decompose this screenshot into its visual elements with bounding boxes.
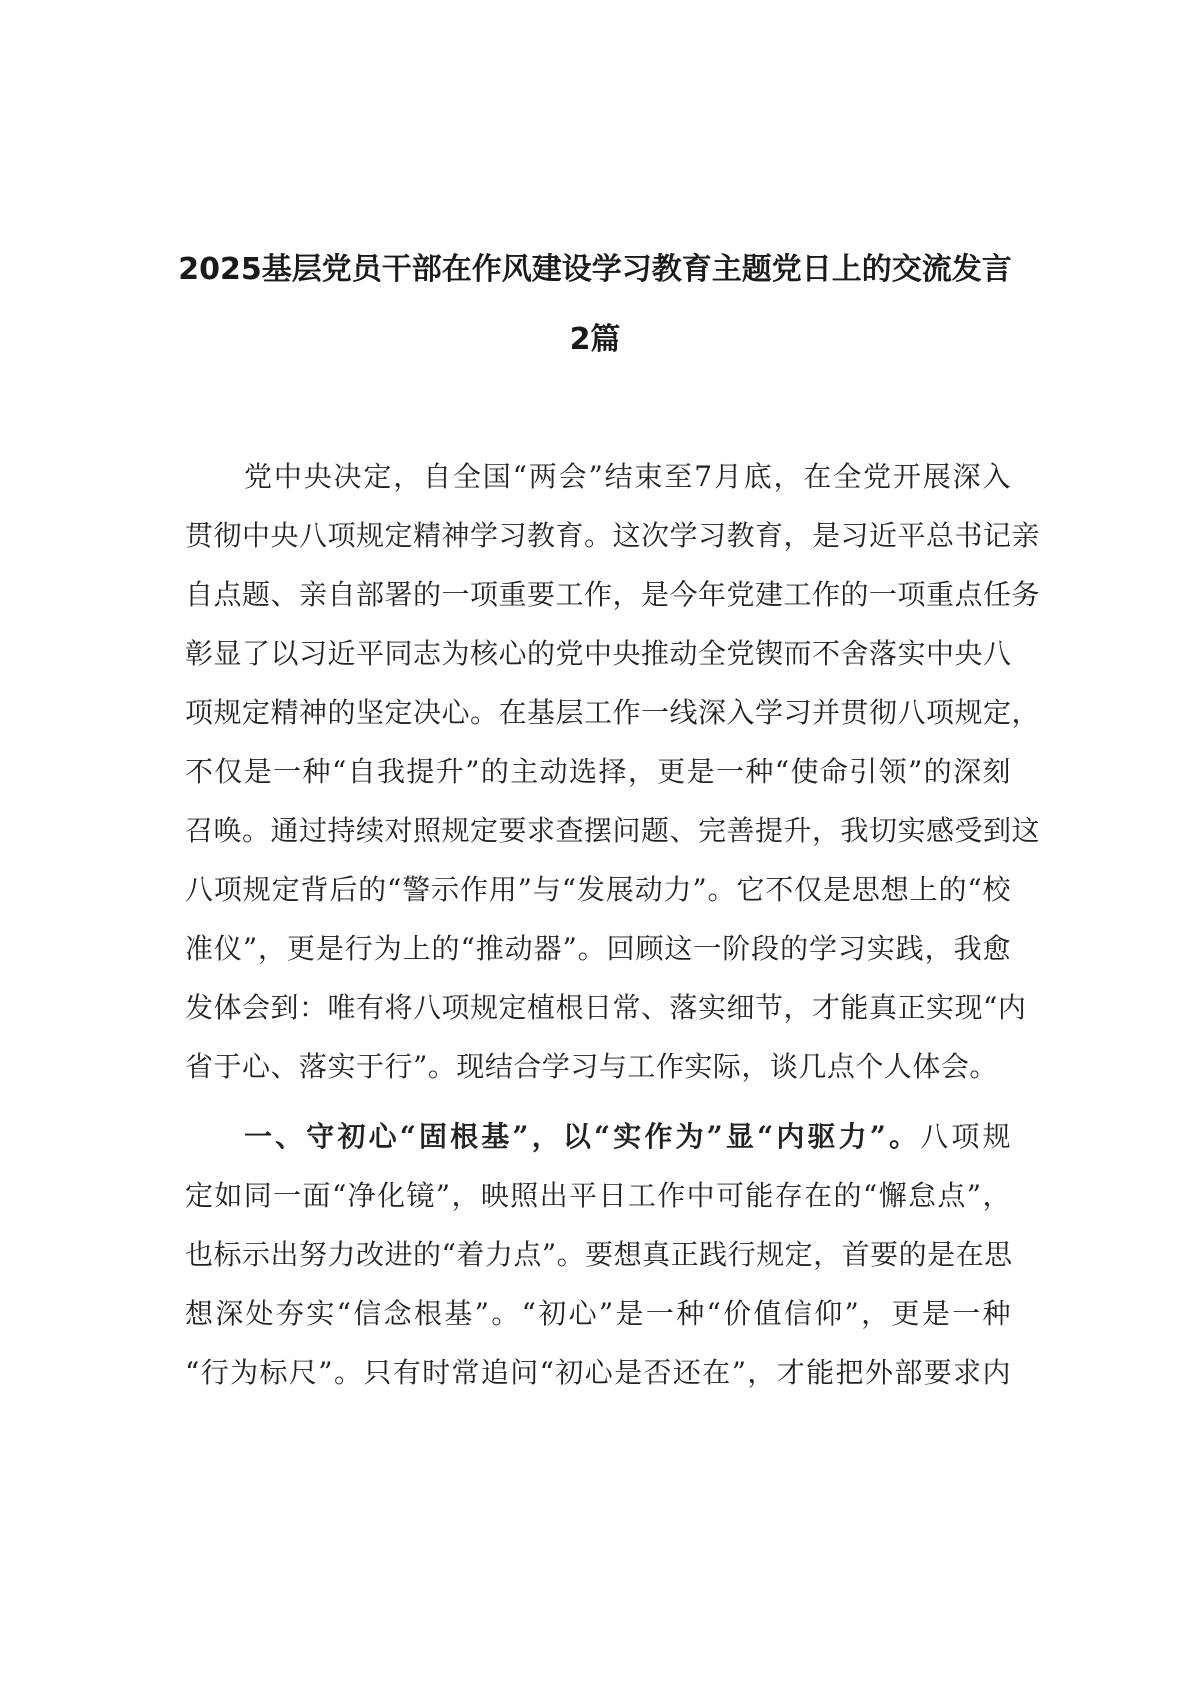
paragraph-line: 不仅是一种“自我提升”的主动选择，更是一种“使命引领”的深刻 [185, 755, 1011, 788]
document-title-line-1: 2025基层党员干部在作风建设学习教育主题党日上的交流发言 [178, 252, 1012, 287]
paragraph-line: 自点题、亲自部署的一项重要工作，是今年党建工作的一项重点任务 [185, 578, 1041, 611]
section-text: 八项规 [920, 1120, 1011, 1153]
paragraph-line: 发体会到：唯有将八项规定植根日常、落实细节，才能真正实现“内 [185, 991, 1027, 1024]
paragraph-line: 项规定精神的坚定决心。在基层工作一线深入学习并贯彻八项规定， [185, 696, 1041, 729]
paragraph-line: 八项规定背后的“警示作用”与“发展动力”。它不仅是思想上的“校 [185, 873, 1011, 906]
paragraph-line: 彰显了以习近平同志为核心的党中央推动全党锲而不舍落实中央八 [185, 637, 1012, 670]
paragraph-line: 想深处夯实“信念根基”。“初心”是一种“价值信仰”，更是一种 [185, 1297, 1011, 1330]
paragraph-line: 党中央决定，自全国“两会”结束至7月底，在全党开展深入 [244, 460, 1011, 493]
paragraph-line: 也标示出努力改进的“着力点”。要想真正践行规定，首要的是在思 [185, 1238, 1013, 1271]
paragraph-line: “行为标尺”。只有时常追问“初心是否还在”，才能把外部要求内 [185, 1356, 1011, 1389]
paragraph-line: 贯彻中央八项规定精神学习教育。这次学习教育，是习近平总书记亲 [185, 519, 1041, 552]
paragraph-line: 召唤。通过持续对照规定要求查摆问题、完善提升，我切实感受到这 [185, 814, 1041, 847]
paragraph-line: 定如同一面“净化镜”，映照出平日工作中可能存在的“懈怠点”， [185, 1179, 1011, 1212]
paragraph-line: 省于心、落实于行”。现结合学习与工作实际，谈几点个人体会。 [185, 1050, 998, 1083]
document-title-line-2: 2篇 [569, 322, 621, 357]
section-heading: 一、守初心“固根基”，以“实作为”显“内驱力”。 [244, 1120, 921, 1153]
section-heading-line [0, 1117, 1190, 1157]
paragraph-line: 准仪”，更是行为上的“推动器”。回顾这一阶段的学习实践，我愈 [185, 932, 1011, 965]
